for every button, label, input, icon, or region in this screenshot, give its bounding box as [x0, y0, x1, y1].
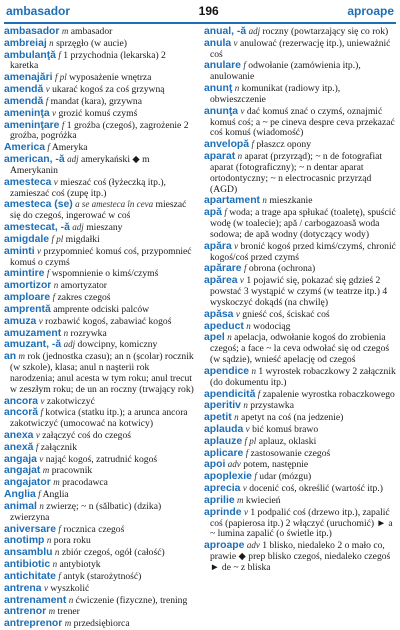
entry-grammar-label: adj	[63, 339, 76, 350]
entry-translation: obrona (ochrona)	[248, 263, 316, 275]
entry-headword: anual, -ă	[204, 26, 247, 37]
left-column	[4, 26, 196, 630]
dictionary-entry	[4, 199, 196, 222]
entry-grammar-label: adj	[67, 154, 79, 165]
entry-headword: apăsa	[204, 308, 234, 320]
entry-grammar-label: m	[42, 465, 50, 476]
dictionary-entry	[4, 547, 196, 559]
entry-grammar-label: m	[53, 477, 60, 488]
dictionary-entry	[204, 263, 396, 275]
entry-headword: an	[4, 351, 17, 363]
entry-headword: amestecat, -ă	[4, 222, 70, 234]
dictionary-entry	[204, 195, 396, 207]
entry-headword: amendă	[4, 95, 44, 107]
entry-grammar-label: m	[48, 606, 56, 617]
dictionary-entry	[204, 207, 396, 240]
entry-headword: amigdale	[4, 233, 50, 245]
entry-headword: antibiotic	[4, 559, 51, 571]
entry-translation: płaszcz opony	[256, 139, 311, 151]
entry-headword: ancoră	[4, 407, 39, 419]
entry-headword: amortizor	[4, 280, 52, 292]
dictionary-entry	[4, 351, 196, 395]
dictionary-entry	[4, 396, 196, 408]
entry-headword: amuza	[4, 315, 37, 327]
dictionary-entry	[204, 366, 396, 389]
entry-headword: apăra	[204, 240, 232, 252]
entry-grammar-label: v	[234, 240, 239, 251]
entry-headword: apoi	[204, 459, 226, 471]
entry-grammar-label: n	[262, 195, 267, 206]
entry-headword: amendă	[4, 84, 44, 96]
entry-headword: angajat	[4, 465, 41, 477]
entry-grammar-label: f	[35, 441, 39, 452]
entry-headword: amprentă	[4, 303, 51, 315]
entry-headword: aparat	[204, 151, 236, 163]
dictionary-entry	[204, 471, 396, 483]
entry-grammar-label: adj	[72, 222, 84, 233]
entry-translation: mandat (kara), grzywna	[50, 95, 142, 107]
entry-grammar-label: n	[52, 559, 58, 570]
entry-grammar-label: n	[237, 151, 243, 162]
dictionary-entry	[4, 142, 196, 154]
dictionary-entry	[204, 436, 396, 448]
dictionary-entry	[204, 389, 396, 401]
dictionary-entry	[4, 618, 196, 630]
entry-grammar-label: f pl	[244, 435, 257, 446]
entry-headword: anula	[204, 37, 232, 49]
dictionary-entry	[204, 106, 396, 139]
entry-grammar-label: v	[243, 506, 248, 517]
entry-headword: angaja	[4, 453, 37, 465]
entry-headword: apel	[204, 332, 225, 344]
entry-grammar-label: n	[63, 327, 69, 338]
entry-translation: antyk (starożytność)	[63, 570, 142, 582]
dictionary-entry	[204, 26, 396, 38]
dictionary-entry	[4, 304, 196, 316]
entry-grammar-label: v	[239, 275, 244, 286]
entry-translation: rocznica czegoś	[63, 523, 125, 535]
dictionary-entry	[4, 177, 196, 200]
entry-translation: przypomnieć komuś coś, przypomnieć komuś o czymś	[10, 245, 192, 268]
dictionary-entry	[204, 60, 396, 83]
dictionary-entry	[4, 108, 196, 120]
entry-grammar-label: f	[245, 447, 249, 458]
entry-grammar-label: v	[240, 105, 245, 116]
entry-headword: apărare	[204, 263, 242, 275]
entry-translation: 1 przychodnia (lekarska) 2 karetka	[10, 49, 166, 72]
entry-translation: przystawka	[250, 400, 294, 412]
entry-grammar-label: n	[68, 594, 74, 605]
entry-grammar-label: v	[40, 395, 45, 406]
entry-grammar-label: v	[245, 423, 250, 434]
entry-headword: aplauda	[204, 423, 244, 435]
dictionary-entry	[204, 309, 396, 321]
entry-grammar-label: n	[53, 280, 59, 291]
dictionary-entry	[4, 501, 196, 524]
entry-headword: american, -ă	[4, 154, 65, 166]
entry-translation: docenić coś, określić (wartość itp.)	[249, 483, 383, 495]
entry-grammar-label: n	[227, 332, 232, 343]
entry-grammar-label: f	[243, 263, 247, 274]
entry-headword: ansamblu	[4, 547, 53, 559]
entry-headword: amuzant, -ă	[4, 339, 62, 351]
right-column	[204, 26, 396, 598]
entry-translation: bronić kogoś przed kimś/czymś, chronić kogoś/coś przed czymś	[210, 240, 396, 263]
dictionary-entry	[204, 507, 396, 540]
entry-headword: aprecia	[204, 483, 241, 495]
entry-grammar-label: f pl	[54, 72, 67, 83]
entry-grammar-label: f	[38, 489, 41, 500]
entry-translation: ukarać kogoś za coś grzywną	[52, 84, 165, 96]
entry-grammar-label: f	[257, 388, 261, 399]
entry-translation: wyszkolić	[50, 582, 90, 594]
entry-translation: migdałki	[65, 233, 100, 245]
entry-translation: 1 pojawić się, pokazać się gdzieś 2 powstać 3 wystąpić w czymś (w teatrze itp.) 4 wyskoczyć dokądś (na chwilę)	[210, 275, 388, 308]
dictionary-entry	[4, 38, 196, 50]
dictionary-entry	[4, 328, 196, 340]
entry-translation: wspomnienie o kimś/czymś	[51, 268, 159, 280]
dictionary-entry	[4, 430, 196, 442]
entry-translation: grozić komuś czymś	[58, 107, 138, 119]
entry-grammar-label: f	[224, 207, 227, 218]
dictionary-entry	[4, 489, 196, 501]
entry-headword: aproape	[204, 540, 245, 552]
entry-translation: wodociąg	[253, 320, 291, 332]
entry-headword: antrenor	[4, 606, 47, 618]
entry-headword: anexă	[4, 441, 34, 453]
entry-headword: anunţ	[204, 83, 233, 95]
entry-headword: apendicită	[204, 388, 256, 400]
entry-grammar-label: v	[43, 582, 48, 593]
dictionary-entry	[204, 83, 396, 106]
dictionary-entry	[4, 234, 196, 246]
dictionary-entry	[4, 96, 196, 108]
entry-headword: aprinde	[204, 506, 242, 518]
entry-translation: zbiór czegoś, ogół (całość)	[61, 547, 165, 559]
dictionary-entry	[4, 280, 196, 292]
entry-translation: pracodawca	[62, 477, 108, 489]
dictionary-entry	[4, 154, 196, 177]
entry-translation: 1 blisko, niedaleko 2 o mało co, prawie ◆ prep blisko czegoś, niedaleko czegoś ► de ~ z bliska	[210, 540, 391, 573]
entry-translation: dowcipny, komiczny	[77, 339, 158, 351]
entry-translation: amortyzator	[60, 280, 108, 292]
entry-grammar-label: m	[237, 494, 244, 505]
entry-headword: anexa	[4, 429, 34, 441]
entry-grammar-label: v	[35, 429, 40, 440]
entry-grammar-label: v	[235, 308, 240, 319]
dictionary-entry	[204, 459, 396, 471]
entry-headword: antrenament	[4, 594, 67, 606]
entry-headword: aplicare	[204, 447, 244, 459]
header-rule	[4, 22, 396, 24]
dictionary-entry	[4, 26, 196, 38]
entry-grammar-label: v	[45, 84, 50, 95]
entry-headword: anulare	[204, 60, 241, 72]
entry-translation: załączyć coś do czegoś	[42, 429, 131, 441]
entry-translation: komunikat (radiowy itp.), obwieszczenie	[210, 83, 341, 105]
entry-headword: apendice	[204, 365, 250, 377]
dictionary-entry	[4, 595, 196, 607]
dictionary-entry	[4, 407, 196, 430]
entry-headword: ameninţare	[4, 119, 60, 131]
dictionary-entry	[4, 465, 196, 477]
entry-grammar-label: v	[242, 483, 247, 494]
dictionary-entry	[204, 424, 396, 436]
entry-translation: zakres czegoś	[57, 292, 111, 304]
dictionary-entry	[4, 606, 196, 618]
entry-translation: zakotwiczyć	[46, 395, 95, 407]
entry-grammar-label: adv	[227, 459, 241, 470]
entry-grammar-label: f	[251, 139, 254, 150]
entry-translation: mieszany	[86, 222, 123, 234]
entry-grammar-label: n	[243, 400, 248, 411]
entry-grammar-label: n	[39, 500, 44, 511]
entry-grammar-label: f pl	[51, 233, 64, 244]
entry-translation: Ameryka	[51, 142, 88, 154]
entry-translation: ćwiczenie (fizyczne), trening	[75, 594, 188, 606]
entry-translation: anulować (rezerwację itp.), unieważnić coś	[210, 37, 391, 60]
entry-translation: rozbawić kogoś, zabawiać kogoś	[45, 315, 172, 327]
entry-translation: załącznik	[40, 441, 78, 453]
dictionary-entry	[4, 120, 196, 143]
entry-grammar-label: m	[61, 26, 69, 36]
entry-translation: aparat (przyrząd); ~ n de fotografiat aparat (fotograficzny); ~ n dentar aparat ortodontyczny; ~ n electrocasnic przyrząd (AGD)	[210, 151, 383, 195]
entry-headword: aplauze	[204, 435, 243, 447]
entry-grammar-label: f	[58, 570, 61, 581]
entry-translation: bić komuś brawo	[252, 423, 319, 435]
dictionary-entry	[204, 483, 396, 495]
entry-grammar-label: n	[246, 320, 251, 331]
entry-translation: trener	[57, 606, 80, 618]
dictionary-entry	[4, 72, 196, 84]
entry-headword: apărea	[204, 275, 238, 287]
entry-headword: anunţa	[204, 105, 239, 117]
entry-grammar-label: m	[18, 351, 26, 362]
entry-translation: zastosowanie czegoś	[250, 447, 331, 459]
entry-grammar-label: f	[52, 292, 56, 303]
dictionary-entry	[4, 583, 196, 595]
entry-grammar-label: n	[54, 547, 60, 558]
entry-headword: ambasador	[4, 26, 60, 37]
entry-grammar-label: f	[58, 523, 61, 534]
dictionary-entry	[204, 275, 396, 308]
entry-translation: zwierzę; ~ n (sălbatic) (dzika) zwierzyna	[10, 500, 162, 523]
entry-grammar-label: v	[52, 107, 57, 118]
entry-translation: apetyt na coś (na jedzenie)	[241, 412, 344, 424]
entry-translation: aplauz, oklaski	[258, 435, 317, 447]
entry-grammar-label: f	[40, 407, 43, 418]
entry-headword: amploare	[4, 292, 51, 304]
entry-translation: kwiecień	[245, 494, 281, 506]
entry-grammar-label: f	[58, 49, 61, 60]
entry-headword: apoplexie	[204, 471, 252, 483]
entry-translation: pora roku	[53, 535, 91, 547]
dictionary-entry	[4, 222, 196, 234]
entry-headword: antreprenor	[4, 618, 63, 630]
entry-translation: mieszkanie	[269, 195, 313, 207]
entry-headword: aminti	[4, 245, 35, 257]
entry-headword: amenajări	[4, 72, 53, 84]
entry-grammar-label: adv	[246, 540, 260, 551]
entry-headword: amintire	[4, 268, 45, 280]
entry-grammar-label: v	[37, 245, 42, 256]
entry-grammar-label: m	[64, 618, 72, 629]
entry-headword: amesteca (se)	[4, 199, 73, 211]
entry-translation: 1 groźba (czegoś), zagrożenie 2 groźba, pogróżka	[10, 119, 189, 142]
dictionary-entry	[4, 442, 196, 454]
dictionary-entry	[204, 241, 396, 264]
dictionary-entry	[4, 535, 196, 547]
dictionary-entry	[204, 321, 396, 333]
dictionary-entry	[204, 495, 396, 507]
entry-translation: wyposażenie wnętrza	[69, 72, 152, 84]
entry-translation: amprente odciski palców	[53, 303, 150, 315]
entry-grammar-label: f	[47, 142, 50, 153]
entry-headword: amesteca	[4, 176, 52, 188]
dictionary-entry	[4, 268, 196, 280]
entry-grammar-label: n	[251, 365, 256, 376]
entry-translation: rok (jednostka czasu); an n (școlar) rocznik (w szkole), klasa; anul n naşterii rok narodzenia; anul acesta w tym roku; anul trecut w zeszłym roku; de un an roczny (trwający rok)	[10, 351, 194, 395]
entry-translation: apelacja, odwołanie kogoś do zrobienia czegoś; a face ~ la ceva odwołać się od czegoś (w sądzie), wnieść apelację od czegoś	[210, 332, 390, 366]
entry-grammar-label: n	[234, 83, 240, 94]
dictionary-entry	[204, 151, 396, 195]
entry-translation: potem, następnie	[243, 459, 309, 471]
header-first-headword: ambasador	[6, 4, 71, 18]
entry-translation: 1 podpalić coś (drzewo itp.), zapalić coś (papierosa itp.) 2 włączyć (uruchomić) ► a ~ lumina zapalić (o świetle itp.)	[210, 506, 393, 540]
entry-translation: pracownik	[51, 465, 93, 477]
entry-headword: amuzament	[4, 327, 62, 339]
entry-translation: rozrywka	[70, 327, 107, 339]
entry-headword: apeduct	[204, 320, 244, 332]
entry-headword: aniversare	[4, 523, 56, 535]
entry-grammar-label: f	[243, 60, 246, 71]
entry-headword: apă	[204, 207, 222, 219]
entry-translation: woda; a trage apa spłukać (toaletę), spuścić wodę (w toalecie); apă / carbogazoasă woda sodowa; de apă wodny (dotyczący wody)	[210, 207, 396, 240]
dictionary-entry	[4, 50, 196, 73]
entry-translation: Anglia	[42, 489, 69, 501]
entry-headword: animal	[4, 500, 37, 512]
entry-grammar-label: n	[46, 535, 52, 546]
entry-grammar-label: a se amesteca în ceva	[75, 199, 154, 210]
entry-grammar-label: n	[49, 37, 54, 48]
dictionary-entry	[204, 38, 396, 61]
entry-translation: mieszać coś (łyżeczką itp.), zamieszać coś (zupę itp.)	[10, 176, 166, 199]
entry-translation: mieszać się do czegoś, ingerować w coś	[10, 199, 187, 222]
entry-grammar-label: f	[46, 268, 50, 279]
entry-headword: apartament	[204, 195, 261, 207]
entry-translation: udar (mózgu)	[259, 471, 312, 483]
dictionary-entry	[204, 332, 396, 365]
entry-headword: angajator	[4, 477, 51, 489]
dictionary-entry	[4, 316, 196, 328]
dictionary-entry	[204, 448, 396, 460]
entry-headword: aprilie	[204, 494, 235, 506]
entry-translation: odwołanie (zamówienia itp.), anulowanie	[210, 60, 361, 83]
entry-headword: anotimp	[4, 535, 45, 547]
entry-headword: ancora	[4, 395, 39, 407]
entry-grammar-label: v	[39, 453, 44, 464]
entry-headword: ambreiaj	[4, 37, 47, 49]
entry-grammar-label: v	[233, 37, 238, 48]
entry-headword: antichitate	[4, 570, 56, 582]
entry-headword: America	[4, 142, 46, 154]
entry-grammar-label: f	[61, 119, 65, 130]
entry-translation: sprzęgło (w aucie)	[56, 37, 127, 49]
dictionary-entry	[4, 571, 196, 583]
dictionary-entry	[4, 292, 196, 304]
dictionary-entry	[204, 540, 396, 573]
entry-grammar-label: f	[45, 95, 49, 106]
entry-grammar-label: n	[234, 412, 239, 423]
entry-headword: ameninţa	[4, 107, 50, 119]
entry-grammar-label: adj	[248, 26, 261, 36]
entry-grammar-label: f	[254, 471, 257, 482]
entry-translation: gnieść coś, ściskać coś	[242, 308, 330, 320]
dictionary-entry	[4, 559, 196, 571]
entry-translation: zapalenie wyrostka robaczkowego	[262, 388, 395, 400]
dictionary-entry	[4, 246, 196, 269]
entry-translation: 1 wyrostek robaczkowy 2 załącznik (do dokumentu itp.)	[210, 365, 396, 388]
entry-translation: nająć kogoś, zatrudnić kogoś	[45, 453, 158, 465]
entry-translation: antybiotyk	[59, 559, 101, 571]
entry-columns	[4, 26, 396, 630]
entry-headword: Anglia	[4, 489, 36, 501]
entry-headword: anvelopă	[204, 139, 250, 151]
dictionary-entry	[4, 84, 196, 96]
entry-translation: dać komuś znać o czymś, oznajmić komuś coś; a ~ pe cineva despre ceva przekazać coś komuś (wiadomość)	[210, 105, 395, 139]
entry-grammar-label: v	[53, 176, 58, 187]
entry-headword: antrena	[4, 582, 42, 594]
entry-translation: ambasador	[70, 26, 113, 37]
entry-headword: ambulanţă	[4, 49, 56, 61]
dictionary-entry	[4, 339, 196, 351]
entry-headword: aperitiv	[204, 400, 241, 412]
entry-headword: apetit	[204, 412, 232, 424]
dictionary-entry	[4, 524, 196, 536]
entry-translation: kotwica (statku itp.); a arunca ancora zakotwiczyć (umocować na kotwicy)	[10, 407, 188, 430]
dictionary-entry	[204, 400, 396, 412]
entry-grammar-label: v	[38, 315, 43, 326]
dictionary-entry	[4, 454, 196, 466]
entry-translation: roczny (powtarzający się co rok)	[262, 26, 389, 37]
header-last-headword: aproape	[347, 4, 394, 18]
page-header	[0, 0, 400, 22]
dictionary-entry	[204, 412, 396, 424]
page-number: 196	[198, 4, 219, 18]
entry-translation: przedsiębiorca	[73, 618, 130, 630]
entry-translation: amerykański ◆ m Amerykanin	[10, 154, 150, 176]
dictionary-entry	[204, 139, 396, 151]
dictionary-entry	[4, 477, 196, 489]
